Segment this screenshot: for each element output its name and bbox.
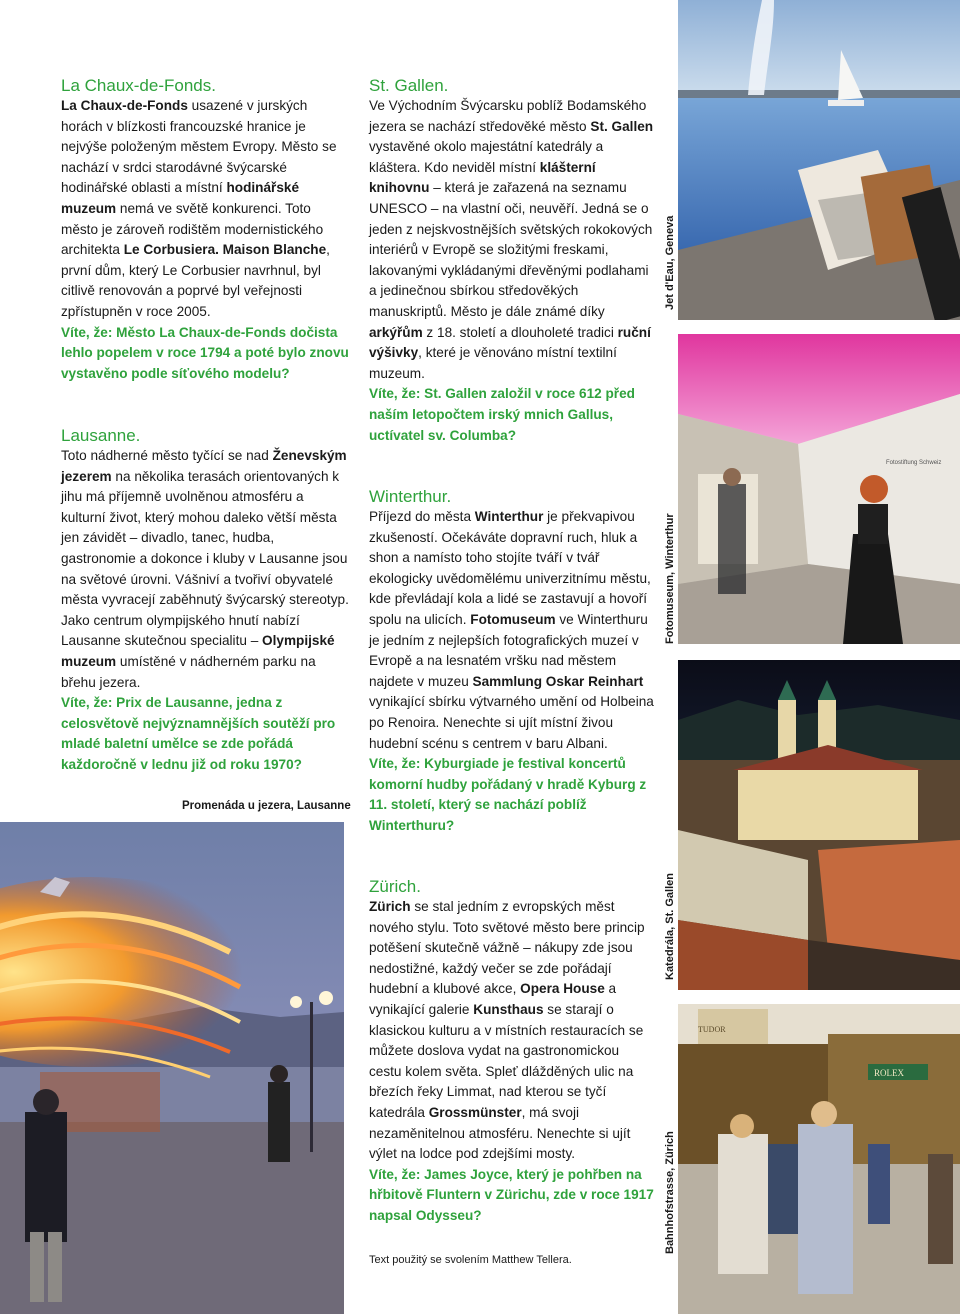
zurich-caption: Bahnhofstrasse, Zürich bbox=[664, 1131, 676, 1254]
winterthur-fact: Víte, že: Kyburgiade je festival koncertů komorní hudby pořádaný v hradě Kyburg z 11. století, který se nachází poblíž Winterthuru? bbox=[369, 756, 647, 833]
winterthur-heading: Winterthur. bbox=[369, 487, 452, 506]
winterthur-body: Příjezd do města Winterthur je překvapivou zkušeností. Očekáváte dopravní ruch, hluk a shon a namísto toho stojíte tváří v tvář ekologicky uvědomělému univerzitnímu městu, kde převládají kola a lidé se zastavují a hovoří spolu na ulicích. Fotomuseum ve Winterthuru je jedním z nejlepších fotografických muzeí v Evropě a na lesnatém vršku nad městem najdete v muzeu Sammlung Oskar Reinhart vynikající sbírku výtvarného umění od Holbeina po Renoira. Nenechte si ujít místní živou hudební scénu s centrem v baru Albani. bbox=[369, 509, 654, 751]
fotomuseum-image bbox=[678, 334, 960, 644]
bahnhofstrasse-photo bbox=[678, 1004, 960, 1314]
rolex-sign: ROLEX bbox=[874, 1068, 904, 1078]
carousel-image bbox=[0, 822, 344, 1314]
geneva-image bbox=[678, 0, 960, 320]
chaux-body: La Chaux-de-Fonds usazené v jurských horách v blízkosti francouzské hranice je nejvýše položeným městem Evropy. Město se nachází v srdci starodávné švýcarské hodinářské oblasti a místní hodinářské muzeum nemá ve světě konkurenci. Toto město je zároveň rodištěm modernistického architekta Le Corbusiera. Maison Blanche, první dům, který Le Corbusier navrhnul, byl citlivě renovován a poprvé byl veřejnosti zpřístupněn v roce 2005. bbox=[61, 98, 337, 319]
stgallen-body: Ve Východním Švýcarsku poblíž Bodamského jezera se nachází středověké město St. Gallen vystavěné okolo majestátní katedrály a kláštera. Kdo neviděl místní klášterní knihovnu – která je zařazená na seznamu UNESCO – na vlastní oči, neuvěří. Jedná se o jeden z nejskvostnějších světských rokokových interiérů v Evropě se složitými freskami, lakovanými vykládanými dřevěnými podlahami a jedinečnou sbírkou středověkých manuskriptů. Město je dále známé díky arkýřům z 18. století a dlouholeté tradici ruční výšivky, které je věnováno místní textilní muzeum. bbox=[369, 98, 654, 381]
cathedral-image bbox=[678, 660, 960, 990]
lausanne-heading: Lausanne. bbox=[61, 426, 141, 445]
chaux-fact: Víte, že: Město La Chaux-de-Fonds dočista lehlo popelem v roce 1794 a poté bylo znovu vystavěno podle síťového modelu? bbox=[61, 324, 349, 381]
stgallen-fact: Víte, že: St. Gallen založil v roce 612 před naším letopočtem irský mnich Gallus, uctívatel sv. Columba? bbox=[369, 386, 635, 443]
winterthur-caption: Fotomuseum, Winterthur bbox=[664, 513, 676, 644]
zurich-body: Zürich se stal jedním z evropských měst nového stylu. Toto světové město bere princip potěšení skutečně vážně – nákupy zde jsou nedostižné, každý večer se zde pořádají hudební a klubové akce, Opera House a vynikající galerie Kunsthaus se starají o klasickou kulturu a v místních restauracích se můžete doslova vydat na gastronomickou cestu kolem světa. Spleť dlážděných ulic na březích řeky Limmat, nad kterou se tyčí katedrála Grossmünster, má svoji nezaměnitelnou atmosféru. Nenechte si ujít výlet na lodce pod zdejšími mosty. bbox=[369, 899, 645, 1162]
zurich-fact: Víte, že: James Joyce, který je pohřben na hřbitově Fluntern v Zürichu, zde v roce 1917 napsal Odysseu? bbox=[369, 1166, 654, 1223]
lausanne-section bbox=[61, 426, 351, 776]
tudor-sign: TUDOR bbox=[698, 1025, 726, 1034]
stgallen-heading: St. Gallen. bbox=[369, 76, 449, 95]
text-credit: Text použitý se svolením Matthew Tellera. bbox=[369, 1254, 572, 1266]
fotostiftung-sign: Fotostiftung Schweiz bbox=[886, 460, 942, 466]
chaux-section bbox=[61, 76, 351, 384]
geneva-jet-photo bbox=[678, 0, 960, 320]
chaux-heading: La Chaux-de-Fonds. bbox=[61, 76, 216, 95]
lausanne-carousel-photo bbox=[0, 822, 344, 1314]
lausanne-fact: Víte, že: Prix de Lausanne, jedna z celosvětově nejvýznamnějších soutěží pro mladé baletní umělce se zde pořádá každoročně v lednu již od roku 1970? bbox=[61, 695, 336, 772]
stgallen-section bbox=[369, 76, 655, 446]
lausanne-photo-caption: Promenáda u jezera, Lausanne bbox=[182, 800, 351, 812]
geneva-caption: Jet d'Eau, Geneva bbox=[664, 215, 676, 310]
lausanne-body: Toto nádherné město tyčící se nad Ženevským jezerem na několika terasách orientovaných k jihu má příjemně uvolněnou atmosféru a kulturní život, který mohou daleko větší města jen závidět – divadlo, tanec, hudba, gastronomie a dokonce i kluby v Lausanne jsou na světové úrovni. Vášniví a tvořiví obyvatelé města vyvracejí zaběhnutý švýcarský stereotyp. Jako centrum olympijského hnutí nabízí Lausanne skutečnou specialitu – Olympijské muzeum umístěné v nádherném parku na břehu jezera. bbox=[61, 448, 349, 690]
zurich-section bbox=[369, 877, 655, 1227]
stgallen-cathedral-photo bbox=[678, 660, 960, 990]
fotomuseum-photo bbox=[678, 334, 960, 644]
stgallen-caption: Katedrála, St. Gallen bbox=[664, 873, 676, 980]
winterthur-section bbox=[369, 487, 655, 837]
bahnhofstrasse-image bbox=[678, 1004, 960, 1314]
zurich-heading: Zürich. bbox=[369, 877, 421, 896]
